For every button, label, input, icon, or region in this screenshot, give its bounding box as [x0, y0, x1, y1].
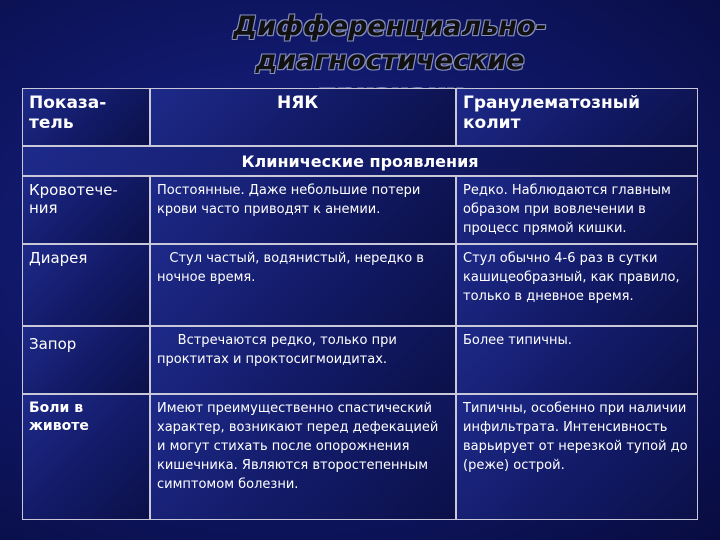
cell-crohn-diarrhea: Стул обычно 4-6 раз в сутки кашицеобразный, как правило, только в дневное время. [456, 244, 698, 326]
header-indicator [22, 88, 150, 146]
header-crohn-line-1: Гранулематозный [463, 93, 641, 113]
header-indicator-line-2: тель [29, 113, 74, 133]
row-label-abdominal-pain [22, 394, 150, 520]
cell-crohn-bleeding: Редко. Наблюдаются главным образом при вовлечении в процесс прямой кишки. [456, 176, 698, 244]
cell-crohn-constipation: Более типичны. [456, 326, 698, 394]
row-label-line-1: Кровотече- [29, 181, 118, 199]
row-label-line-1: Запор [29, 335, 77, 353]
row-label-line-2: животе [29, 418, 89, 434]
cell-nyak-bleeding: Постоянные. Даже небольшие потери крови часто приводят к анемии. [150, 176, 456, 244]
row-label-bleeding [22, 176, 150, 244]
section-label: Клинические проявления [241, 152, 479, 171]
cell-nyak-diarrhea: Стул частый, водянистый, нередко в ночное время. [150, 244, 456, 326]
cell-crohn-abdominal-pain: Типичны, особенно при наличии инфильтрата. Интенсивность варьирует от нерезкой тупой до (реже) острой. [456, 394, 698, 520]
cell-nyak-abdominal-pain: Имеют преимущественно спастический характер, возникают перед дефекацией и могут стихать после опорожнения кишечника. Являются второстепенным симптомом болезни. [150, 394, 456, 520]
row-label-diarrhea [22, 244, 150, 326]
title-line-1: Дифференциально-диагностические [233, 11, 547, 76]
section-header [22, 146, 698, 176]
row-label-constipation [22, 326, 150, 394]
cell-nyak-constipation: Встречаются редко, только при проктитах и проктосигмоидитах. [150, 326, 456, 394]
row-label-line-1: Диарея [29, 249, 88, 267]
header-indicator-line-1: Показа- [29, 93, 107, 113]
row-label-line-2: ния [29, 199, 58, 217]
comparison-table [22, 88, 698, 520]
header-crohn-line-2: колит [463, 113, 521, 133]
header-nyak [150, 88, 456, 146]
row-label-line-1: Боли в [29, 400, 84, 416]
header-nyak-label: НЯК [277, 93, 319, 113]
header-crohn [456, 88, 698, 146]
